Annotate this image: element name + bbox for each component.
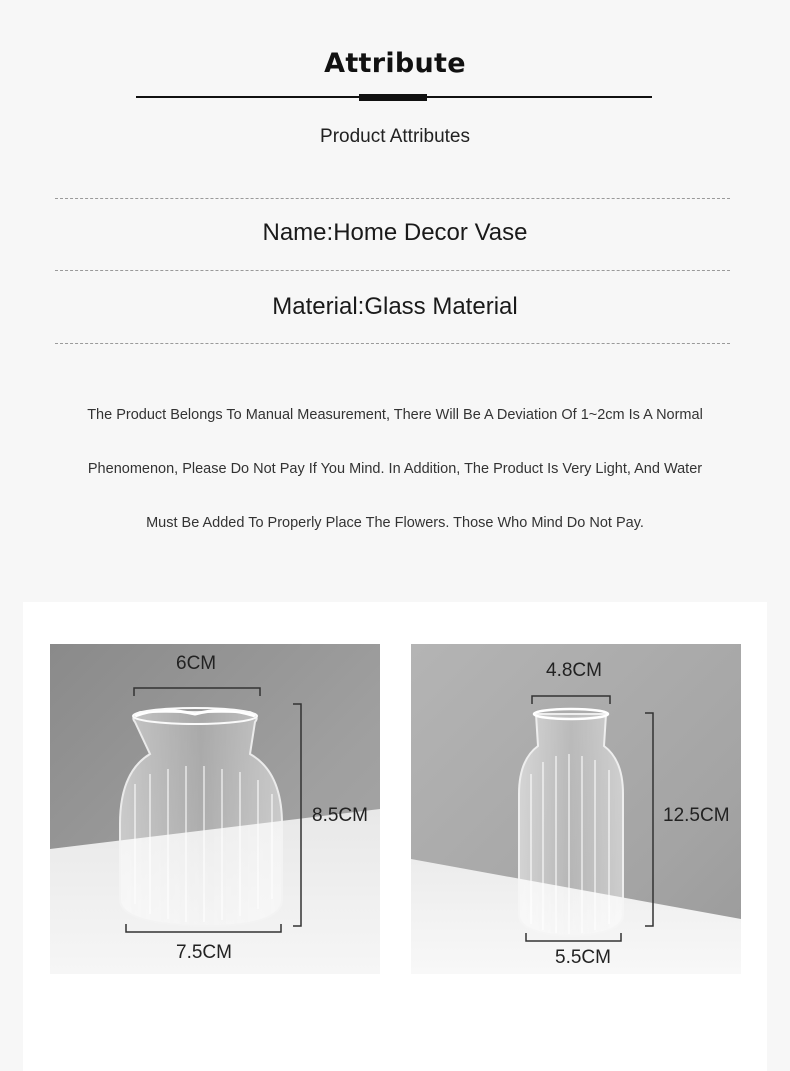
base-width-label: 7.5CM xyxy=(176,942,232,963)
base-width-label: 5.5CM xyxy=(555,947,611,968)
height-label: 12.5CM xyxy=(663,805,730,826)
mouth-width-label: 6CM xyxy=(176,653,217,674)
notice-line: The Product Belongs To Manual Measurement, There Will Be A Deviation Of 1~2cm Is A Normal xyxy=(87,407,703,423)
mouth-width-label: 4.8CM xyxy=(546,660,602,681)
attribute-name: Name:Home Decor Vase xyxy=(262,219,528,246)
height-label: 8.5CM xyxy=(312,805,368,826)
notice-line: Phenomenon, Please Do Not Pay If You Mind. In Addition, The Product Is Very Light, And Water xyxy=(87,461,703,477)
dashed-divider xyxy=(55,198,730,199)
section-title: Attribute xyxy=(324,48,466,79)
dashed-divider xyxy=(55,270,730,271)
title-divider-accent xyxy=(359,94,427,101)
dashed-divider xyxy=(55,343,730,344)
notice-line: Must Be Added To Properly Place The Flowers. Those Who Mind Do Not Pay. xyxy=(146,515,644,531)
section-subtitle: Product Attributes xyxy=(320,126,470,147)
attribute-material: Material:Glass Material xyxy=(272,293,518,320)
